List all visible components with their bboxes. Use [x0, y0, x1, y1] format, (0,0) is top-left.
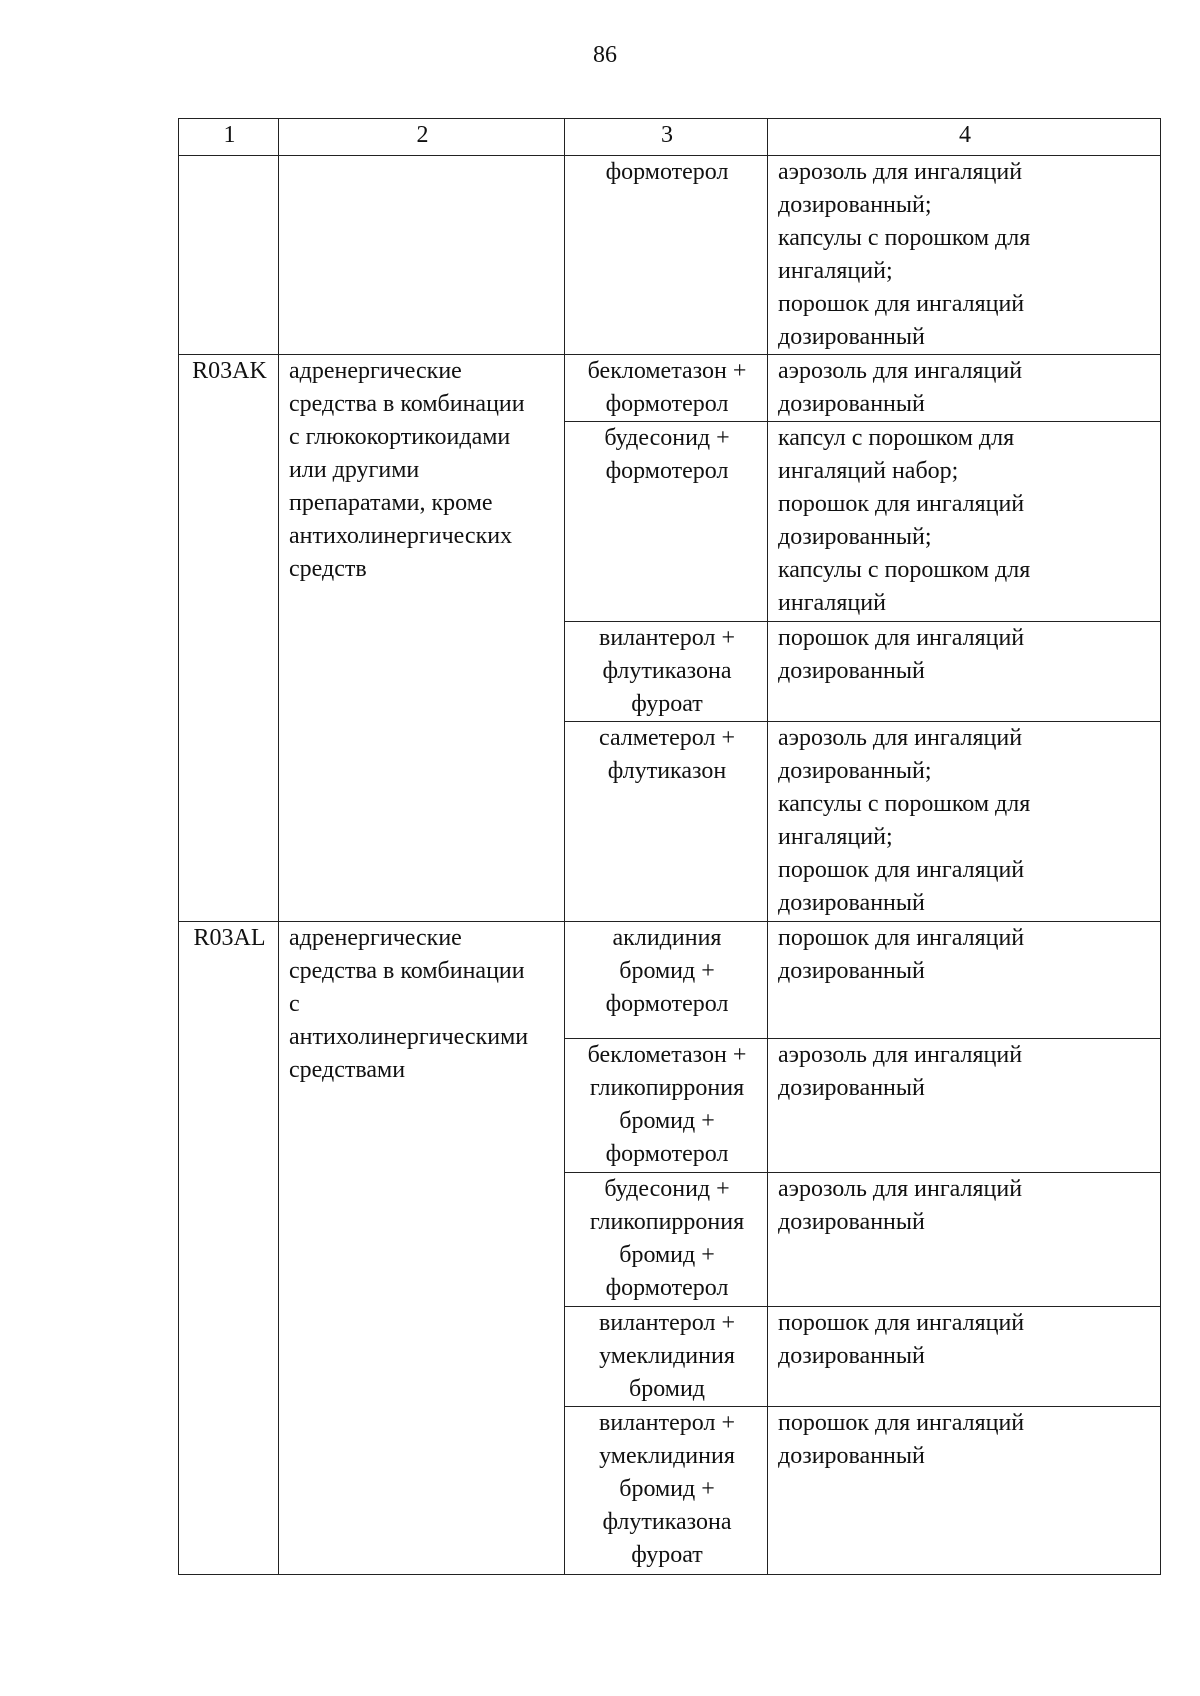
atc-code-cell: R03AL	[179, 922, 279, 1575]
table-row	[179, 156, 1161, 355]
forms-cell: аэрозоль для ингаляций дозированный; капсулы с порошком для ингаляций; порошок для ингаляций дозированный	[768, 722, 1161, 922]
substance-cell: беклометазон + гликопиррония бромид + формотерол	[565, 1039, 768, 1173]
description-cell: адренергические средства в комбинации с антихолинергическими средствами	[279, 922, 565, 1575]
substance-cell: вилантерол + умеклидиния бромид + флутиказона фуроат	[565, 1407, 768, 1575]
substance-cell: салметерол + флутиказон	[565, 722, 768, 922]
forms-cell: порошок для ингаляций дозированный	[768, 1407, 1161, 1575]
table-row	[179, 922, 1161, 1039]
substance-cell: вилантерол + умеклидиния бромид	[565, 1307, 768, 1407]
forms-cell: аэрозоль для ингаляций дозированный	[768, 1039, 1161, 1173]
column-header: 1	[179, 119, 279, 156]
forms-cell: порошок для ингаляций дозированный	[768, 1307, 1161, 1407]
column-header: 3	[565, 119, 768, 156]
forms-cell: аэрозоль для ингаляций дозированный	[768, 1173, 1161, 1307]
column-header: 4	[768, 119, 1161, 156]
table-header-row	[179, 119, 1161, 156]
drug-table	[178, 118, 1161, 1575]
substance-cell: аклидиния бромид + формотерол	[565, 922, 768, 1039]
substance-cell: вилантерол + флутиказона фуроат	[565, 622, 768, 722]
substance-cell: будесонид + гликопиррония бромид + формотерол	[565, 1173, 768, 1307]
substance-cell: беклометазон + формотерол	[565, 355, 768, 422]
page-number: 86	[593, 42, 617, 68]
column-header: 2	[279, 119, 565, 156]
substance-cell: будесонид + формотерол	[565, 422, 768, 622]
substance-cell: формотерол	[565, 156, 768, 355]
forms-cell: порошок для ингаляций дозированный	[768, 622, 1161, 722]
table-row	[179, 355, 1161, 422]
code-cell	[179, 156, 279, 355]
description-cell: адренергические средства в комбинации с глюкокортикоидами или другими препаратами, кроме антихолинергических средств	[279, 355, 565, 922]
forms-cell: капсул с порошком для ингаляций набор; порошок для ингаляций дозированный; капсулы с порошком для ингаляций	[768, 422, 1161, 622]
forms-cell: аэрозоль для ингаляций дозированный	[768, 355, 1161, 422]
atc-code-cell: R03AK	[179, 355, 279, 922]
description-cell	[279, 156, 565, 355]
forms-cell: порошок для ингаляций дозированный	[768, 922, 1161, 1039]
forms-cell: аэрозоль для ингаляций дозированный; капсулы с порошком для ингаляций; порошок для ингаляций дозированный	[768, 156, 1161, 355]
